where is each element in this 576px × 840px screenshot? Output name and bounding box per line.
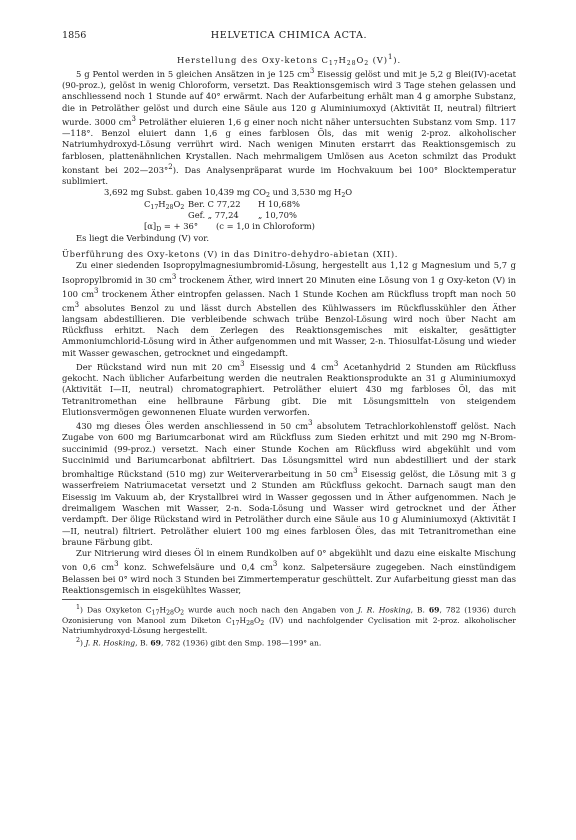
preparation-paragraph: 5 g Pentol werden in 5 gleichen Ansätzen in je 125 $cm^3$ Eisessig gelöst und mit je 5,2 g Blei(IV)-acetat (90-proz.), gelöst in wenig Chloroform, versetzt. Das Reaktionsgemisch wird 3 Tage stehen gelassen und anschliessend noch 1 Stunde auf 40° erwärmt. Nach der Aufarbeitung erhält man 4 g amorphe Substanz, die in Petroläther gelöst und durch eine Säule aus 120 g Aluminiumoxyd (Aktivität II, neutral) filtriert wurde. 3000 $cm^3$ Petroläther eluieren 1,6 g einer noch nicht näher untersuchten Substanz vom Smp. 117—118°. Benzol eluiert dann 1,6 g eines farblosen Öls, das mit wenig 2-proz. alkoholischer Natriumhydroxyd-Lösung verrührt wird. Nach wenigen Minuten erstarrt das Reaktionsgemisch zu farblosen, plattenähnlichen Krystallen. Nach mehrmaligem Umlösen aus Aceton schmilzt das Produkt konstant bei 202—203°$^2$). Das Analysenpräparat wurde im Hochvakuum bei 100° Blocktemperatur sublimiert. [62, 67, 517, 187]
page-body [62, 52, 516, 649]
conversion-paragraph-2: Der Rückstand wird nun mit 20 $cm^3$ Eisessig und 4 $cm^3$ Acetanhydrid 2 Stunden am Rückfluss gekocht. Nach üblicher Aufarbeitung werden die neutralen Reaktionsprodukte an 31 g Aluminiumoxyd (Aktivität I—II, neutral) chromatographiert. Petroläther eluiert 430 mg farbloses Öl, das mit Tetranitromethan eine hellbraune Färbung gibt. Die mit Lösungsmitteln von steigendem Elutionsvermögen gewonnenen Eluate wurden verworfen. [62, 360, 516, 417]
analysis-line-calculated [62, 199, 516, 210]
analysis-found-h: „ 10,70% [258, 210, 297, 221]
conversion-paragraph-1: Zu einer siedenden Isopropylmagnesiumbromid-Lösung, hergestellt aus 1,12 g Magnesium und 5,7 g Isopropylbromid in 30 $cm^3$ trockenem Äther, wird innert 20 Minuten eine Lösung von 1 g Oxy-keton (V) in 100 $cm^3$ trockenem Äther eintropfen gelassen. Nach 1 Stunde Kochen am Rückfluss tropft man noch 50 $cm^3$ absolutes Benzol zu und lässt durch Abstellen des Kühlwassers im Rückflusskühler den Äther langsam abdestillieren. Die verbleibende schwach trübe Benzol-Lösung wird noch über Nacht am Rückfluss erhitzt. Nach dem Zerlegen des Reaktionsgemisches mit eiskalter, gesättigter Ammoniumchlorid-Lösung wird in Äther aufgenommen und mit Wasser, 2-n. Thiosulfat-Lösung und wieder mit Wasser gewaschen, getrocknet und eingedampft. [62, 260, 517, 358]
conversion-paragraph-3: 430 mg dieses Öles werden anschliessend in 50 $cm^3$ absolutem Tetrachlorkohlenstoff gelöst. Nach Zugabe von 600 mg Bariumcarbonat wird am Rückfluss zum Sieden erhitzt und mit 290 mg N-Brom-succinimid (99-proz.) versetzt. Nach einer Stunde Kochen am Rückfluss wird abgekühlt und vom Succinimid und Bariumcarbonat abfiltriert. Das Lösungsmittel wird nun abdestilliert und der stark bromhaltige Rückstand (510 mg) zur Weiterverarbeitung in 50 $cm^3$ Eisessig gelöst, die Lösung mit 3 g wasserfreiem Natriumacetat versetzt und 2 Stunden am Rückfluss gekocht. Darnach saugt man den Eisessig im Vakuum ab, der Krystallbrei wird in Wasser gegossen und in Äther aufgenommen. Nach je dreimaligem Waschen mit Wasser, 2-n. Soda-Lösung und Wasser wird getrocknet und der Äther verdampft. Der ölige Rückstand wird in Petroläther durch eine Säule aus 10 g Aluminiumoxyd (Aktivität I—II, neutral) filtriert. Petroläther eluiert 100 mg eines farblosen Öles, das mit Tetranitromethan eine braune Färbung gibt. [62, 419, 516, 547]
journal-title: HELVETICA CHIMICA ACTA. [210, 30, 368, 41]
section-heading-preparation: Herstellung des Oxy-ketons $C_{17}H_{28}O_2$ $(V)^1$). [176, 53, 402, 67]
analysis-substance-text: 3,692 mg Subst. gaben 10,439 mg $CO_2$ und 3,530 mg $H_2O$ [104, 187, 353, 200]
analysis-found-c: Gef. „ 77,24 [188, 210, 239, 221]
footnote-divider [62, 599, 158, 600]
footnote-1: $^1$) Das Oxyketon $C_{17}H_{28}O_2$ wurde auch noch nach den Angaben von J. R. Hosking, B. 69, 782 (1936) durch Ozonisierung von Manool zum Diketon $C_{17}H_{28}O_2$ (IV) und nachfolgender Cyclisation mit 2-proz. alkoholischer Natriumhydroxyd-Lösung hergestellt. [62, 604, 516, 636]
page-number: 1856 [62, 30, 87, 41]
page-header [62, 30, 516, 46]
analysis-formula: $C_{17}H_{28}O_2$ [144, 198, 185, 211]
analysis-line-found [62, 210, 516, 221]
analysis-calculated-c: Ber. C 77,22 [188, 198, 241, 209]
conversion-paragraph-4: Zur Nitrierung wird dieses Öl in einem Rundkolben auf 0° abgekühlt und dazu eine eiskalte Mischung von 0,6 $cm^3$ konz. Schwefelsäure und 0,4 $cm^3$ konz. Salpetersäure zugegeben. Nach einstündigem Belassen bei 0° wird noch 3 Stunden bei Zimmertemperatur geschüttelt. Zur Aufarbeitung giesst man das Reaktionsgemisch in eisgekühltes Wasser, [62, 548, 517, 595]
analysis-line-substance [62, 187, 516, 198]
footnote-2: $^2$) J. R. Hosking, B. 69, 782 (1936) gibt den Smp. 198—199° an. [76, 637, 322, 648]
elemental-analysis [62, 187, 516, 243]
analysis-conclusion: Es liegt die Verbindung (V) vor. [76, 232, 210, 243]
analysis-calculated-h: H 10,68% [258, 198, 300, 209]
optical-rotation: $[\alpha]_D$ = + 36° [144, 221, 199, 234]
section-heading-conversion: Überführung des Oxy-ketons (V) in das Dinitro-dehydro-abietan (XII). [62, 248, 398, 259]
analysis-line-rotation [62, 221, 516, 232]
rotation-conditions: (c = 1,0 in Chloroform) [216, 221, 315, 232]
